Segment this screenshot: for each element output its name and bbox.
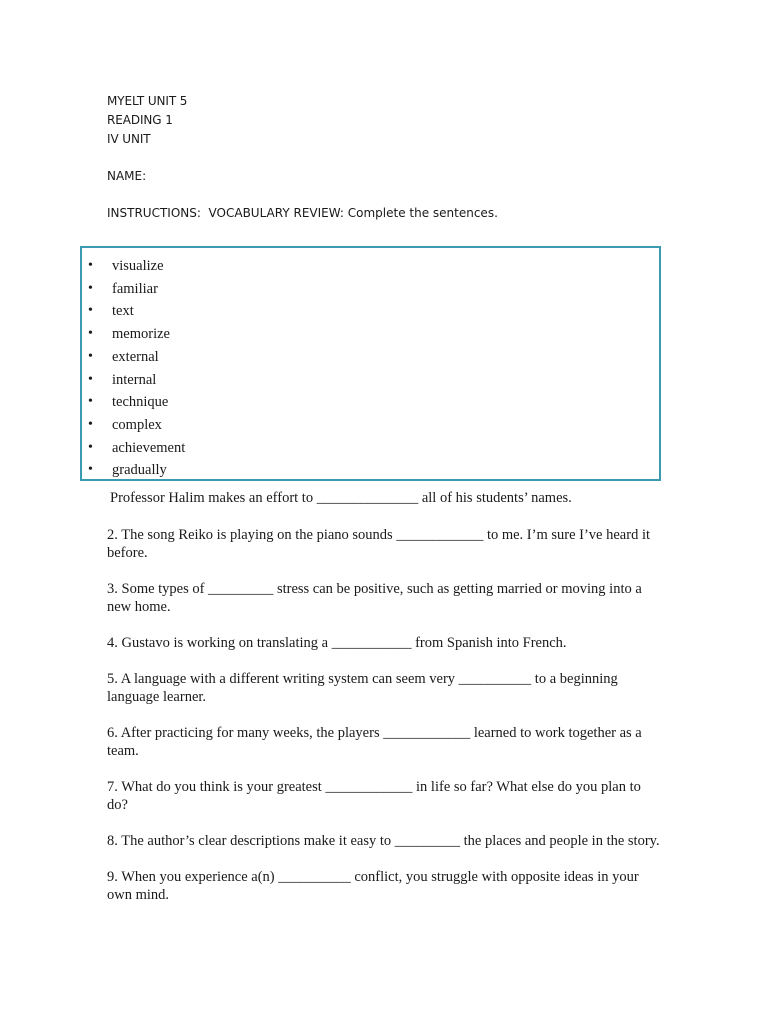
- bullet-icon: •: [88, 258, 93, 273]
- bullet-icon: •: [88, 462, 93, 478]
- word-bank-list: [88, 255, 185, 482]
- bullet-icon: •: [88, 371, 93, 387]
- word-label: achievement: [112, 439, 186, 456]
- sentence-5: 5. A language with a different writing system can seem very __________ to a beginning language learner.: [107, 671, 618, 705]
- sentence-list: [107, 489, 663, 904]
- sentence-9: 9. When you experience a(n) __________ conflict, you struggle with opposite ideas in your own mind.: [107, 869, 639, 903]
- bullet-icon: •: [88, 348, 93, 364]
- word-label: complex: [112, 416, 162, 433]
- bullet-icon: •: [88, 326, 93, 342]
- word-bank-item: [88, 459, 185, 482]
- word-bank-item: [88, 255, 185, 278]
- bullet-icon: •: [88, 394, 93, 410]
- word-bank-item: [88, 391, 185, 414]
- word-label: text: [112, 303, 134, 320]
- word-bank-item: [88, 300, 185, 323]
- course-title: MYELT UNIT 5: [107, 94, 188, 108]
- sentence-3: 3. Some types of _________ stress can be positive, such as getting married or moving into a new home.: [107, 581, 642, 615]
- bullet-icon: •: [88, 303, 93, 319]
- word-label: visualize: [112, 258, 164, 274]
- word-label: external: [112, 348, 159, 365]
- word-label: familiar: [112, 280, 158, 297]
- name-label: NAME:: [107, 169, 147, 183]
- word-label: memorize: [112, 326, 170, 343]
- sentence-4: 4. Gustavo is working on translating a ___________ from Spanish into French.: [107, 635, 567, 651]
- sentence-1: Professor Halim makes an effort to ______________ all of his students’ names.: [110, 490, 572, 506]
- word-bank-item: [88, 323, 185, 346]
- word-label: technique: [112, 394, 169, 411]
- unit-title: IV UNIT: [107, 132, 151, 146]
- sentence-8: 8. The author’s clear descriptions make it easy to _________ the places and people in the story.: [107, 833, 660, 849]
- instructions-text: INSTRUCTIONS: VOCABULARY REVIEW: Complete the sentences.: [107, 206, 498, 220]
- word-label: gradually: [112, 462, 167, 479]
- bullet-icon: •: [88, 280, 93, 296]
- word-bank-item: [88, 369, 185, 392]
- sentence-6: 6. After practicing for many weeks, the players ____________ learned to work together as a team.: [107, 725, 642, 759]
- sentence-7: 7. What do you think is your greatest ____________ in life so far? What else do you plan to do?: [107, 779, 641, 813]
- word-bank-item: [88, 278, 185, 301]
- word-bank-box: [80, 246, 661, 481]
- word-label: internal: [112, 371, 157, 388]
- word-bank-item: [88, 414, 185, 437]
- reading-title: READING 1: [107, 113, 173, 127]
- sentence-2: 2. The song Reiko is playing on the piano sounds ____________ to me. I’m sure I’ve heard it before.: [107, 527, 650, 561]
- bullet-icon: •: [88, 439, 93, 455]
- word-bank-item: [88, 437, 185, 460]
- word-bank-item: [88, 346, 185, 369]
- document-header: [107, 92, 187, 149]
- bullet-icon: •: [88, 416, 93, 432]
